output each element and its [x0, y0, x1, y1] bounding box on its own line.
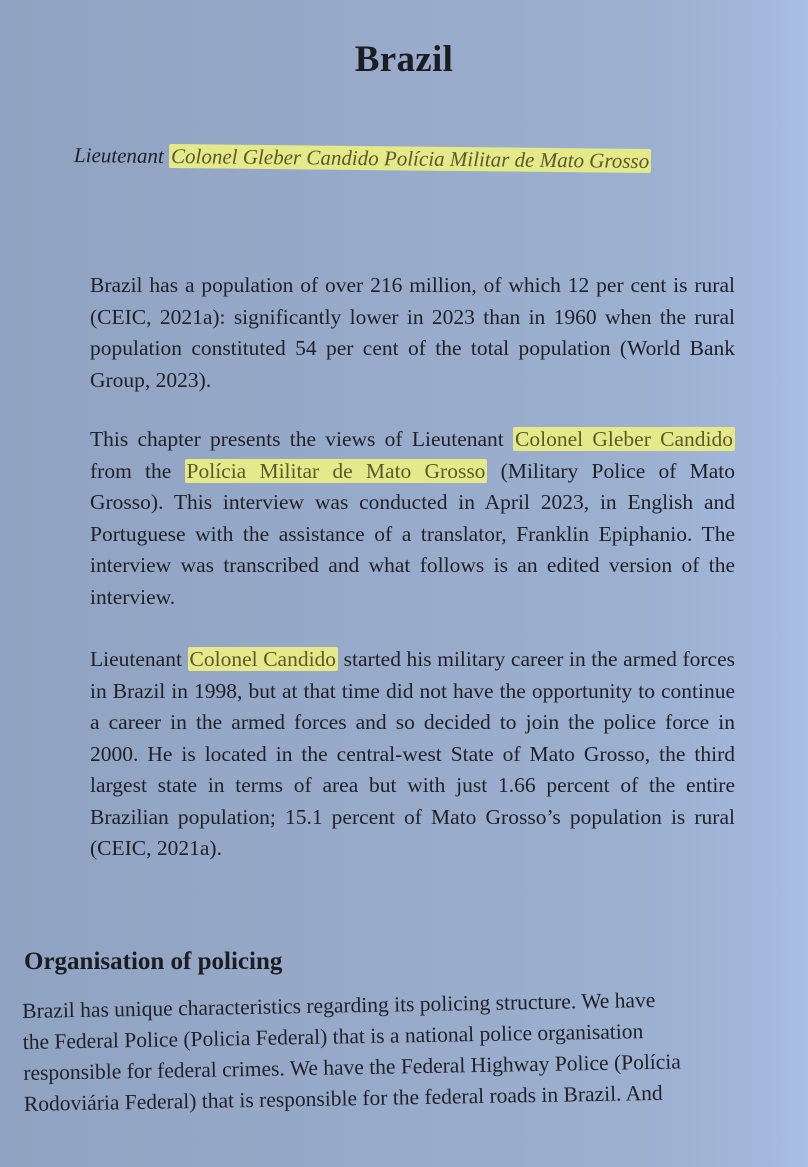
paragraph-chapter-intro [90, 424, 735, 613]
highlighted-organisation: Polícia Militar de Mato Grosso [186, 458, 486, 483]
text-segment: Lieutenant [90, 647, 188, 671]
paragraph-population: Brazil has a population of over 216 million, of which 12 per cent is rural (CEIC, 2021a): significantly lower in 2023 than in 1960 when the rural population constituted 54 per cent of the total population (World Bank Group, 2023). [90, 273, 735, 392]
text-line: responsible for federal crimes. We have the Federal Highway Police (Polícia [23, 1049, 682, 1085]
section-paragraph [22, 983, 794, 1120]
byline-prefix: Lieutenant [73, 143, 164, 168]
section-heading: Organisation of policing [24, 948, 283, 975]
text-segment: started his military career in the armed forces in Brazil in 1998, but at that time did not have the opportunity to continue a career in the armed forces and so decided to join the police force in 2000. He is located in the central-west State of Mato Grosso, the third largest state in terms of area but with just 1.66 percent of the entire Brazilian population; 15.1 percent of Mato Grosso’s population is rural (CEIC, 2021a). [90, 647, 735, 860]
highlighted-name: Colonel Gleber Candido [515, 427, 733, 451]
text-line: Brazil has unique characteristics regarding its policing structure. We have [22, 987, 656, 1023]
chapter-title: Brazil [354, 39, 454, 80]
text-segment: (Military Police of Mato Grosso). This interview was conducted in April 2023, in English and Portuguese with the assistance of a translator, Franklin Epiphanio. The interview was transcribed and what follows is an edited version of the interview. [90, 458, 735, 609]
text-segment: This chapter presents the views of Lieutenant [90, 427, 514, 451]
text-segment: from the [90, 458, 185, 483]
text-line: Rodoviária Federal) that is responsible for the federal roads in Brazil. And [23, 1080, 663, 1116]
highlighted-name: Colonel Candido [189, 647, 337, 671]
text-line: the Federal Police (Policia Federal) that is a national police organisation [22, 1019, 644, 1054]
chapter-byline [74, 143, 651, 174]
byline-highlighted-name: Colonel Gleber Candido Polícia Militar de Mato Grosso [170, 144, 650, 174]
paragraph-career [90, 644, 735, 865]
